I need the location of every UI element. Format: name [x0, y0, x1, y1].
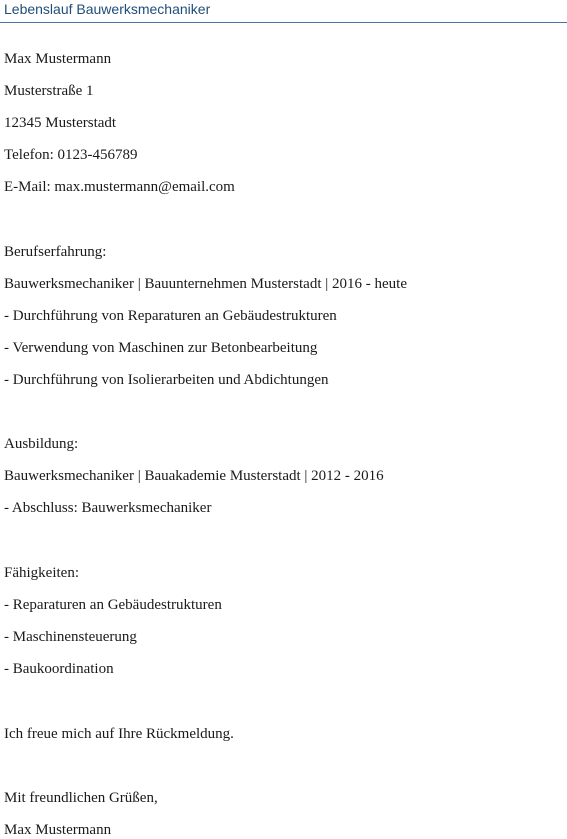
experience-item: - Verwendung von Maschinen zur Betonbearbeitung: [4, 340, 318, 356]
contact-street: Musterstraße 1: [4, 83, 94, 99]
education-entry: Bauwerksmechaniker | Bauakademie Musterstadt | 2012 - 2016: [4, 468, 384, 484]
experience-item: - Durchführung von Reparaturen an Gebäudestrukturen: [4, 308, 337, 324]
education-heading: Ausbildung:: [4, 436, 79, 452]
experience-heading: Berufserfahrung:: [4, 244, 107, 260]
contact-phone: Telefon: 0123-456789: [4, 147, 138, 163]
skills-item: - Baukoordination: [4, 661, 114, 677]
contact-city: 12345 Musterstadt: [4, 115, 117, 131]
closing-greeting: Mit freundlichen Grüßen,: [4, 790, 158, 806]
experience-item: - Durchführung von Isolierarbeiten und Abdichtungen: [4, 372, 329, 388]
education-item: - Abschluss: Bauwerksmechaniker: [4, 500, 212, 516]
document-title: Lebenslauf Bauwerksmechaniker: [4, 1, 211, 17]
skills-item: - Maschinensteuerung: [4, 629, 137, 645]
skills-item: - Reparaturen an Gebäudestrukturen: [4, 597, 222, 613]
signature-name: Max Mustermann: [4, 822, 112, 838]
contact-name: Max Mustermann: [4, 51, 112, 67]
document-header: [0, 0, 567, 23]
closing-sentence: Ich freue mich auf Ihre Rückmeldung.: [4, 726, 234, 742]
contact-email: E-Mail: max.mustermann@email.com: [4, 179, 235, 195]
experience-position: Bauwerksmechaniker | Bauunternehmen Musterstadt | 2016 - heute: [4, 276, 407, 292]
skills-heading: Fähigkeiten:: [4, 565, 79, 581]
